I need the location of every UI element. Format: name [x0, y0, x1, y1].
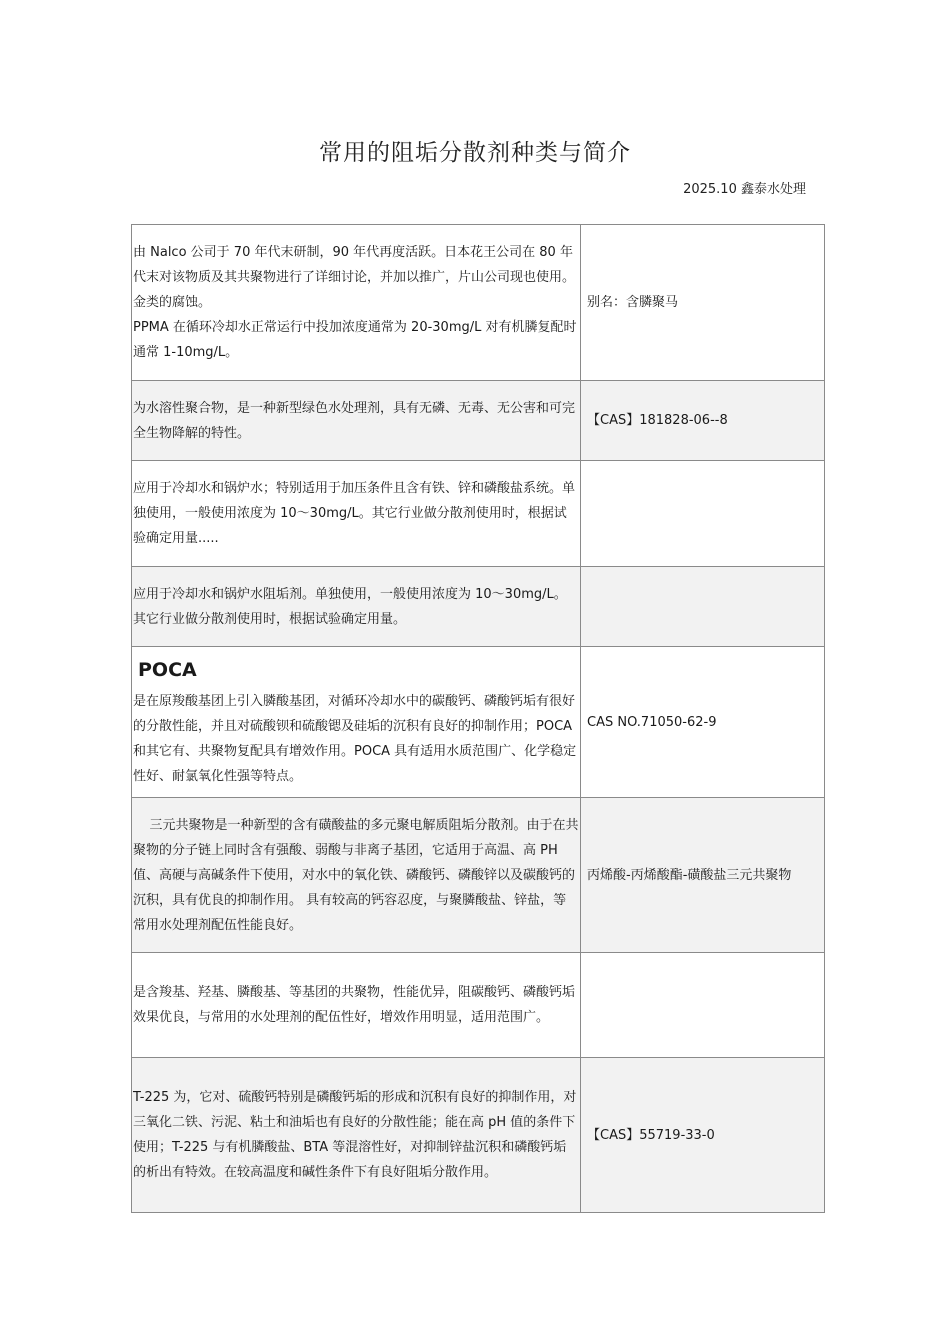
description-text: 应用于冷却水和锅炉水；特别适用于加压条件且含有铁、锌和磷酸盐系统。单独使用，一般使用浓度为 10～30mg/L。其它行业做分散剂使用时，根据试验确定用量.....: [133, 481, 576, 546]
table-row: [132, 567, 825, 647]
description-text: 为水溶性聚合物，是一种新型绿色水处理剂，具有无磷、无毒、无公害和可完全生物降解的特性。: [133, 400, 576, 441]
table-row: [132, 798, 825, 953]
description-cell: [132, 567, 581, 647]
identifier-cell: 丙烯酸-丙烯酸酯-磺酸盐三元共聚物: [581, 798, 825, 953]
description-text: 是在原羧酸基团上引入膦酸基团，对循环冷却水中的碳酸钙、磷酸钙垢有很好的分散性能，并且对硫酸钡和硫酸锶及硅垢的沉积有良好的抑制作用；POCA 和其它有、共聚物复配具有增效作用。POCA 具有适用水质范围广、化学稳定性好、耐氯氧化性强等特点。: [133, 694, 577, 784]
page-title: 常用的阻垢分散剂种类与简介: [319, 140, 631, 166]
identifier-cell: CAS NO.71050-62-9: [581, 647, 825, 798]
table-row: [132, 647, 825, 798]
product-table: [131, 224, 825, 1213]
description-text: 由 Nalco 公司于 70 年代末研制，90 年代再度活跃。日本花王公司在 80 年代末对该物质及其共聚物进行了详细讨论，并加以推广，片山公司现也使用。金类的腐蚀。 PPMA 在循环冷却水正常运行中投加浓度通常为 20-30mg/L 对有机膦复配时通常 1-10mg/L。: [133, 245, 577, 360]
table-row: [132, 953, 825, 1058]
description-text: T-225 为，它对、硫酸钙特别是磷酸钙垢的形成和沉积有良好的抑制作用，对三氧化二铁、污泥、粘土和油垢也有良好的分散性能；能在高 pH 值的条件下使用；T-225 与有机膦酸盐、BTA 等混溶性好，对抑制锌盐沉积和磷酸钙垢的析出有特效。在较高温度和碱性条件下有良好阻垢分散作用。: [133, 1090, 577, 1180]
description-cell: [132, 647, 581, 798]
byline: 2025.10 鑫泰水处理: [683, 182, 806, 197]
table-row: [132, 1058, 825, 1213]
description-cell: [132, 225, 581, 381]
identifier-cell: 别名：含膦聚马: [581, 225, 825, 381]
table-row: [132, 225, 825, 381]
table-row: [132, 461, 825, 567]
description-cell: [132, 1058, 581, 1213]
description-text: 应用于冷却水和锅炉水阻垢剂。单独使用，一般使用浓度为 10～30mg/L。其它行业做分散剂使用时，根据试验确定用量。: [133, 586, 567, 627]
description-cell: [132, 461, 581, 567]
product-heading: POCA: [138, 659, 197, 681]
description-cell: [132, 798, 581, 953]
description-text: 三元共聚物是一种新型的含有磺酸盐的多元聚电解质阻垢分散剂。由于在共聚物的分子链上同时含有强酸、弱酸与非离子基团，它适用于高温、高 PH 值、高硬与高碱条件下使用，对水中的氧化铁、磷酸钙、磷酸锌以及碳酸钙的沉积，具有优良的抑制作用。 具有较高的钙容忍度，与聚膦酸盐、锌盐，等常用水处理剂配伍性能良好。: [133, 817, 579, 933]
description-cell: [132, 953, 581, 1058]
identifier-cell: 【CAS】55719-33-0: [581, 1058, 825, 1213]
table-row: [132, 381, 825, 461]
identifier-cell: [581, 953, 825, 1058]
identifier-cell: [581, 461, 825, 567]
identifier-cell: 【CAS】181828-06--8: [581, 381, 825, 461]
description-cell: [132, 381, 581, 461]
description-text: 是含羧基、羟基、膦酸基、等基团的共聚物，性能优异，阻碳酸钙、磷酸钙垢效果优良，与常用的水处理剂的配伍性好，增效作用明显，适用范围广。: [133, 985, 576, 1025]
identifier-cell: [581, 567, 825, 647]
